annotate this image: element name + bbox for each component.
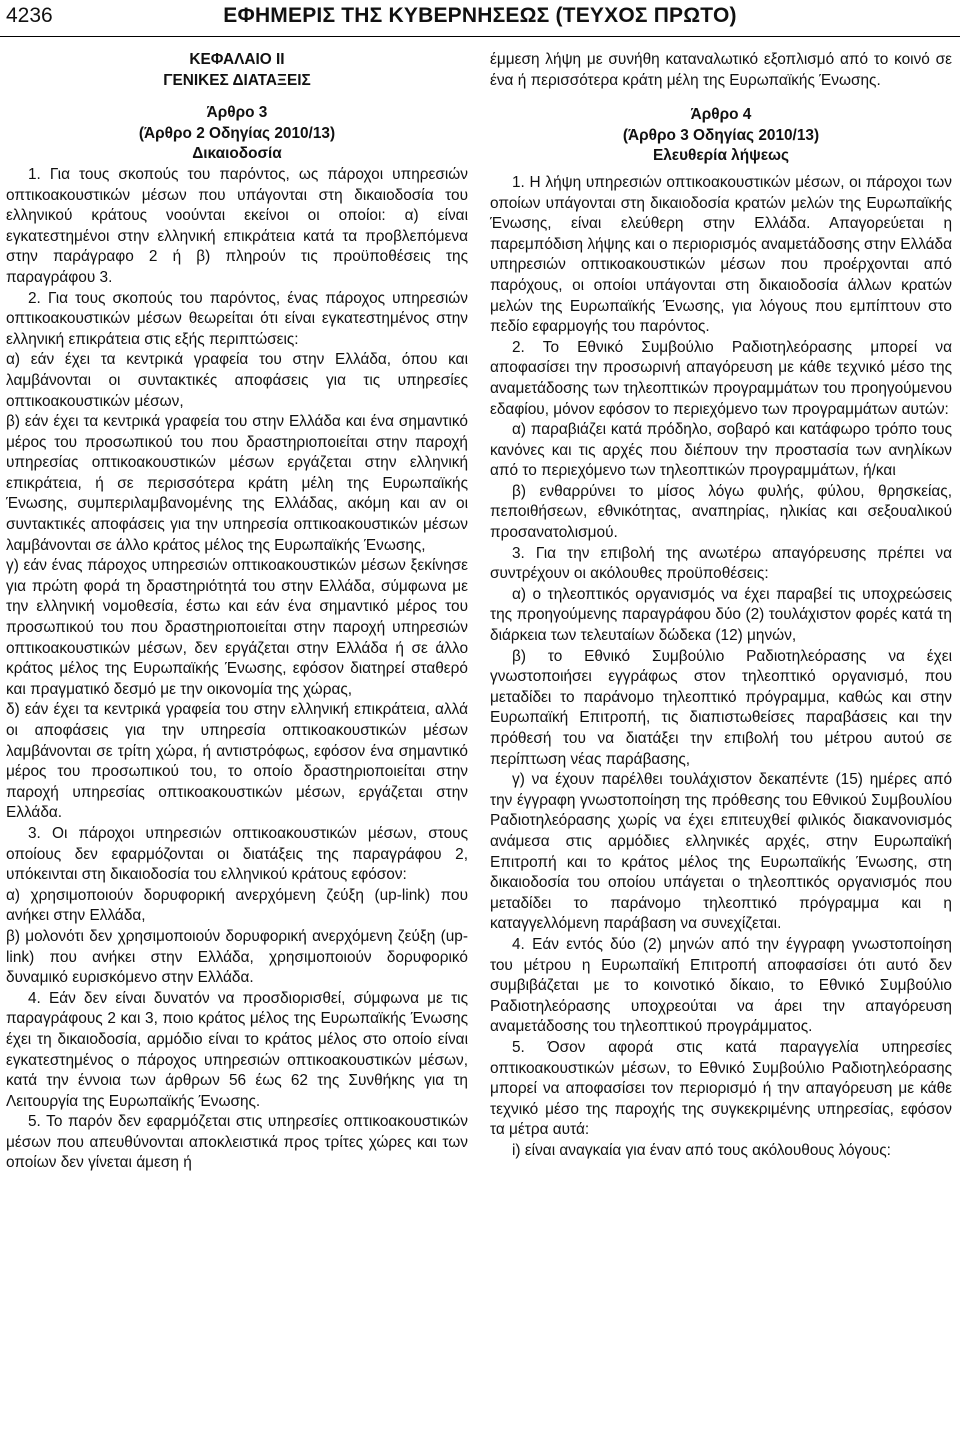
paragraph: α) εάν έχει τα κεντρικά γραφεία του στην Ελλάδα, όπου και λαμβάνονται οι συντακτικές αποφάσεις για τις υπηρεσίες οπτικοακουστικών μέσων, [6, 351, 468, 410]
article-4-number: Άρθρο 4 [690, 106, 752, 124]
paragraph: 1. Η λήψη υπηρεσιών οπτικοακουστικών μέσων, οι πάροχοι των οποίων υπάγονται στη δικαιοδοσία κρατών μελών της Ευρωπαϊκής Ένωσης, είναι ελεύθερη στην Ελλάδα. Απαγορεύεται η παρεμπόδιση λήψης και ο περιορισμός αναμετάδοσης στην Ελλάδα υπηρεσιών οπτικοακουστικών μέσων που προέρχονται από παρόχους, οι οποίοι υπάγονται στη δικαιοδοσία άλλων κρατών μελών της Ευρωπαϊκής Ένωσης, για λόγους που εμπίπτουν στο πεδίο εφαρμογής του παρόντος. [490, 173, 952, 336]
paragraph: β) το Εθνικό Συμβούλιο Ραδιοτηλεόρασης να έχει γνωστοποιήσει εγγράφως στον τηλεοπτικό οργανισμό, που μεταδίδει το παράνομο τηλεοπτικό πρόγραμμα, καθώς και στην Ευρωπαϊκή Επιτροπή, τις διαπιστωθείσες παραβάσεις και την πρόθεσή του να διατάξει την επιβολή του μέτρου αυτού σε περίπτωση νέας παράβασης, [490, 647, 952, 768]
paragraph: γ) εάν ένας πάροχος υπηρεσιών οπτικοακουστικών μέσων ξεκίνησε για πρώτη φορά τη δραστηριότητά του στην Ελλάδα, σύμφωνα με την ελληνική νομοθεσία, έστω και εάν ένα σημαντικό μέρος του προσωπικού του που δραστηριοποιείται στην παροχή υπηρεσιών οπτικοακουστικών μέσων, δεν εργάζεται στην Ελλάδα ή σε άλλο κράτος μέλος της Ευρωπαϊκής Ένωσης, εφόσον διατηρεί σταθερό και πραγματικό δεσμό με την οικονομία της χώρας, [6, 557, 468, 698]
paragraph: α) παραβιάζει κατά πρόδηλο, σοβαρό και κατάφωρο τρόπο τους κανόνες και τις αρχές που διέπουν την προστασία των ανηλίκων από το περιεχόμενο των τηλεοπτικών προγραμμάτων, ή/και [490, 421, 952, 480]
paragraph: β) ενθαρρύνει το μίσος λόγω φυλής, φύλου, θρησκείας, πεποιθήσεων, εθνικότητας, αναπηρίας, ηλικίας και σεξουαλικού προσανατολισμού. [490, 482, 952, 542]
chapter-title: ΓΕΝΙΚΕΣ ΔΙΑΤΑΞΕΙΣ [163, 71, 311, 89]
paragraph: i) είναι αναγκαία για έναν από τους ακόλουθους λόγους: [512, 1141, 891, 1159]
continuation-text: έμμεση λήψη με συνήθη καταναλωτικό εξοπλισμό από το κοινό σε ένα ή περισσότερα κράτη μέλη της Ευρωπαϊκής Ένωσης. [490, 51, 952, 89]
paragraph: α) χρησιμοποιούν δορυφορική ανερχόμενη ζεύξη (up-link) που ανήκει στην Ελλάδα, [6, 886, 468, 925]
page-header [0, 0, 960, 40]
header-rule [0, 36, 960, 37]
paragraph: 3. Οι πάροχοι υπηρεσιών οπτικοακουστικών μέσων, στους οποίους δεν εφαρμόζονται οι διατάξεις της παραγράφου 2, υπόκεινται στη δικαιοδοσία του ελληνικού κράτους εφόσον: [6, 824, 468, 884]
paragraph: 3. Για την επιβολή της ανωτέρω απαγόρευσης πρέπει να συντρέχουν οι ακόλουθες προϋποθέσεις: [490, 544, 952, 583]
chapter-number: ΚΕΦΑΛΑΙΟ ΙΙ [189, 51, 285, 68]
paragraph: γ) να έχουν παρέλθει τουλάχιστον δεκαπέντε (15) ημέρες από την έγγραφη γνωστοποίηση της πρόθεσης του Εθνικού Συμβουλίου Ραδιοτηλεόρασης χωρίς να έχει επιτευχθεί φιλικός διακανονισμός ανάμεσα στις αρμόδιες ελληνικές αρχές, στην Ευρωπαϊκή Επιτροπή και το κράτος μέλος της Ευρωπαϊκής Ένωσης, στη δικαιοδοσία του οποίου υπάγεται ο τηλεοπτικός οργανισμός που μεταδίδει το παράνομο τηλεοπτικό πρόγραμμα και η καταγγελλόμενη παράβαση να συνεχίζεται. [490, 771, 952, 933]
paragraph: β) εάν έχει τα κεντρικά γραφεία του στην Ελλάδα και ένα σημαντικό μέρος του προσωπικού του που δραστηριοποιείται στην παροχή υπηρεσίας οπτικοακουστικών μέσων εργάζεται στην ελληνική επικράτεια, ή σε περισσότερα κράτη μέλη της Ευρωπαϊκής Ένωσης, συμπεριλαμβανομένης της Ελλάδας, ακόμη και αν οι συντακτικές αποφάσεις για την υπηρεσία οπτικοακουστικών μέσων λαμβάνονται σε άλλο κράτος μέλος της Ευρωπαϊκής Ένωσης, [6, 413, 468, 554]
gazette-title: ΕΦΗΜΕΡΙΣ ΤΗΣ ΚΥΒΕΡΝΗΣΕΩΣ (ΤΕΥΧΟΣ ΠΡΩΤΟ) [223, 4, 737, 27]
article-3-title: Δικαιοδοσία [192, 145, 282, 163]
article-3-ref: (Άρθρο 2 Οδηγίας 2010/13) [138, 124, 336, 142]
paragraph: β) μολονότι δεν χρησιμοποιούν δορυφορική ανερχόμενη ζεύξη (up-link) που ανήκει στην Ελλάδα, χρησιμοποιούν δορυφορικό δυναμικό ευρισκόμενο στην Ελλάδα. [6, 927, 468, 987]
paragraph: 2. Για τους σκοπούς του παρόντος, ένας πάροχος υπηρεσιών οπτικοακουστικών μέσων θεωρείται ότι είναι εγκατεστημένος στην ελληνική επικράτεια στις εξής περιπτώσεις: [6, 289, 468, 348]
article-3-number: Άρθρο 3 [206, 104, 268, 122]
right-column [490, 50, 952, 1161]
paragraph: 4. Εάν εντός δύο (2) μηνών από την έγγραφη γνωστοποίηση του μέτρου η Ευρωπαϊκή Επιτροπή αποφασίσει ότι αυτό δεν συμβιβάζεται με το κοινοτικό δίκαιο, το Εθνικό Συμβούλιο Ραδιοτηλεόρασης υποχρεούται να άρει την απαγόρευση αναμετάδοσης του τηλεοπτικού προγράμματος. [490, 935, 952, 1036]
page-number: 4236 [6, 4, 53, 27]
paragraph: 2. Το Εθνικό Συμβούλιο Ραδιοτηλεόρασης μπορεί να αποφασίσει την προσωρινή απαγόρευση με κάθε τεχνικό μέσο της αναμετάδοσης των τηλεοπτικών προγραμμάτων του προηγούμενου εδαφίου, μόνον εφόσον το περιεχόμενο των προγραμμάτων αυτών: [490, 338, 952, 418]
paragraph: 1. Για τους σκοπούς του παρόντος, ως πάροχοι υπηρεσιών οπτικοακουστικών μέσων που υπάγονται στη δικαιοδοσία του ελληνικού κράτους νοούνται εκείνοι οι οποίοι: α) είναι εγκατεστημένοι στην ελληνική επικράτεια κατά τα προβλεπόμενα στην παράγραφο 2 ή β) πληρούν τις προϋποθέσεις της παραγράφου 3. [6, 165, 468, 286]
paragraph: δ) εάν έχει τα κεντρικά γραφεία του στην ελληνική επικράτεια, αλλά οι αποφάσεις για την υπηρεσία οπτικοακουστικών μέσων λαμβάνονται σε τρίτη χώρα, ή αντιστρόφως, εφόσον ένα σημαντικό μέρος του προσωπικού του, το οποίο δραστηριοποιείται στην παροχή υπηρεσίας οπτικοακουστικών μέσων, εργάζεται στην Ελλάδα. [6, 701, 468, 822]
paragraph: α) ο τηλεοπτικός οργανισμός να έχει παραβεί τις υποχρεώσεις της προηγούμενης παραγράφου δύο (2) τουλάχιστον φορές κατά τη διάρκεια των τελευταίων δώδεκα (12) μηνών, [490, 585, 952, 645]
paragraph: 5. Όσον αφορά στις κατά παραγγελία υπηρεσίες οπτικοακουστικών μέσων, το Εθνικό Συμβούλιο Ραδιοτηλεόρασης μπορεί να αποφασίσει τον περιορισμό ή την απαγόρευση με κάθε τεχνικό μέσο της παροχής της συγκεκριμένης υπηρεσίας, εφόσον τα μέτρα αυτά: [490, 1038, 952, 1139]
article-4-title: Ελευθερία λήψεως [652, 147, 790, 165]
left-column [6, 50, 468, 1174]
paragraph: 4. Εάν δεν είναι δυνατόν να προσδιορισθεί, σύμφωνα με τις παραγράφους 2 και 3, ποιο κράτος μέλος της Ευρωπαϊκής Ένωσης έχει τη δικαιοδοσία, αρμόδιο είναι το κράτος μέλος στο οποίο είναι εγκατεστημένος ο πάροχος υπηρεσιών οπτικοακουστικών μέσων, κατά την έννοια των άρθρων 56 έως 62 της Συνθήκης για τη Λειτουργία της Ευρωπαϊκής Ένωσης. [6, 989, 468, 1110]
article-4-ref: (Άρθρο 3 Οδηγίας 2010/13) [622, 126, 820, 144]
paragraph: 5. Το παρόν δεν εφαρμόζεται στις υπηρεσίες οπτικοακουστικών μέσων που απευθύνονται αποκλειστικά προς τρίτες χώρες και των οποίων δεν γίνεται άμεση ή [6, 1113, 468, 1172]
